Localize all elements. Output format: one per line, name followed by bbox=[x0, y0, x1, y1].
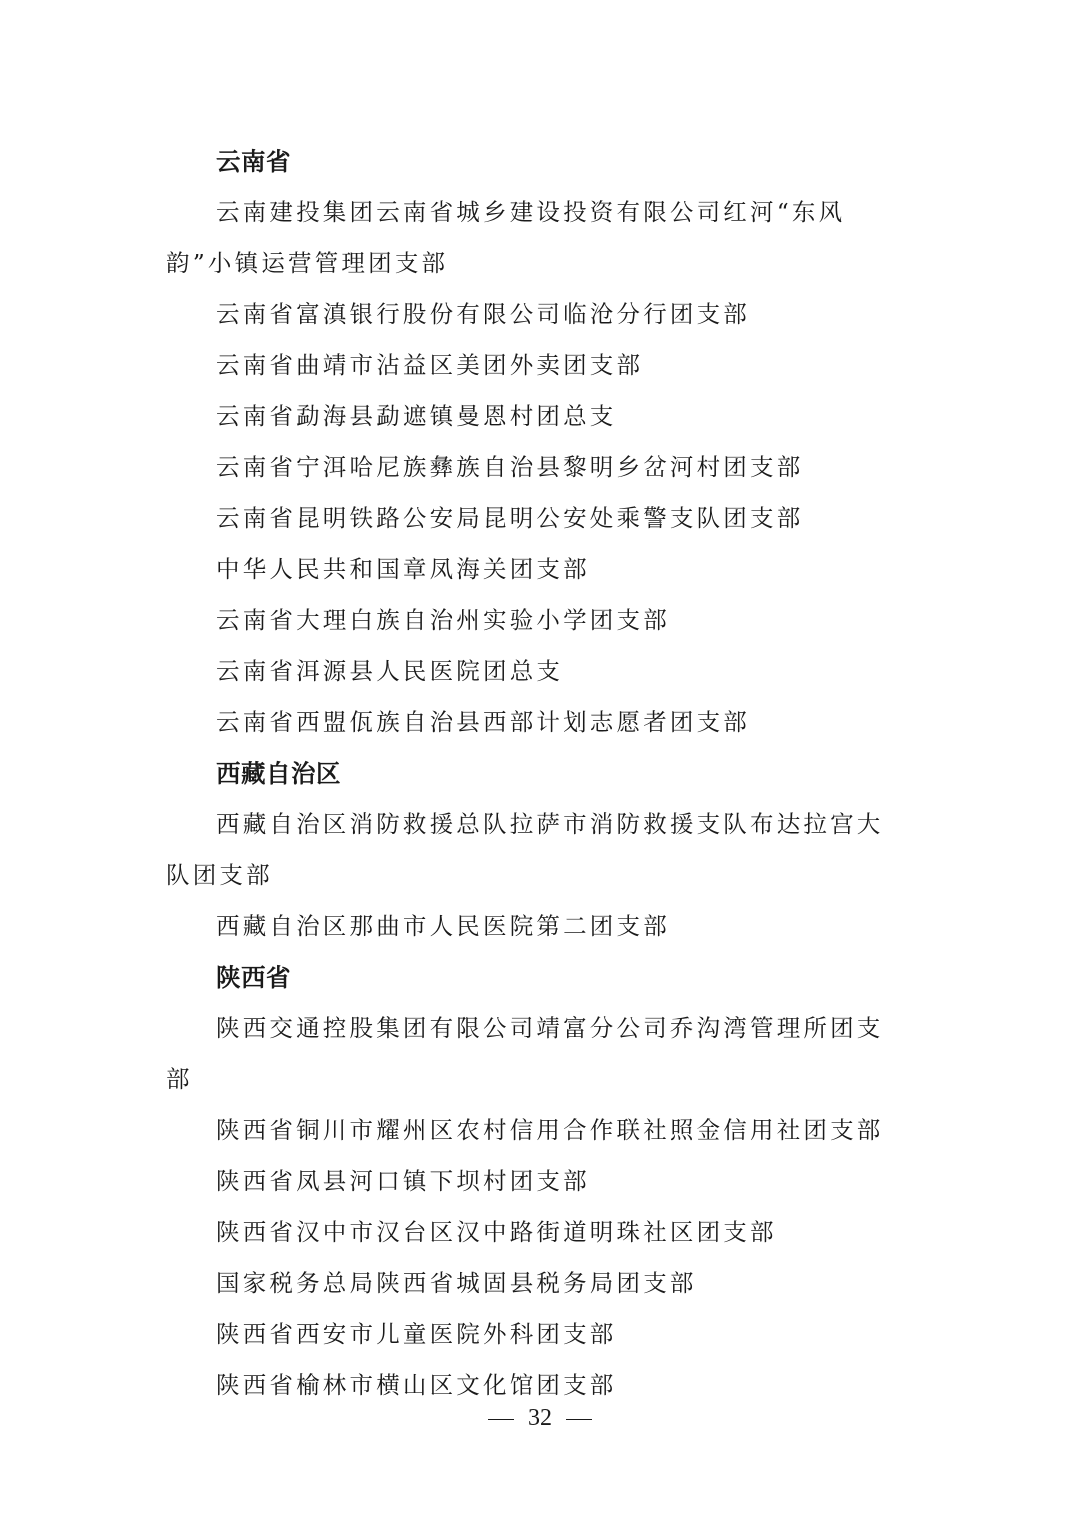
section-tibet bbox=[166, 748, 901, 952]
list-item: 云南建投集团云南省城乡建设投资有限公司红河“东风韵”小镇运营管理团支部 bbox=[166, 198, 846, 277]
list-item: 云南省西盟佤族自治县西部计划志愿者团支部 bbox=[216, 708, 750, 736]
list-item: 云南省曲靖市沾益区美团外卖团支部 bbox=[216, 351, 644, 379]
list-item: 陕西省榆林市横山区文化馆团支部 bbox=[216, 1371, 617, 1399]
list-item: 云南省富滇银行股份有限公司临沧分行团支部 bbox=[216, 300, 750, 328]
page-footer bbox=[0, 1398, 1080, 1438]
list-item: 云南省洱源县人民医院团总支 bbox=[216, 657, 564, 685]
list-item: 陕西省凤县河口镇下坝村团支部 bbox=[216, 1167, 590, 1195]
section-heading: 云南省 bbox=[216, 147, 291, 176]
list-item: 陕西省西安市儿童医院外科团支部 bbox=[216, 1320, 617, 1348]
list-item: 云南省大理白族自治州实验小学团支部 bbox=[216, 606, 670, 634]
list-item: 云南省昆明铁路公安局昆明公安处乘警支队团支部 bbox=[216, 504, 804, 532]
list-item: 陕西省汉中市汉台区汉中路街道明珠社区团支部 bbox=[216, 1218, 777, 1246]
section-heading: 西藏自治区 bbox=[216, 759, 341, 788]
footer-dash-left bbox=[488, 1419, 514, 1421]
list-item: 云南省勐海县勐遮镇曼恩村团总支 bbox=[216, 402, 617, 430]
list-item: 西藏自治区消防救援总队拉萨市消防救援支队布达拉宫大队团支部 bbox=[166, 810, 884, 889]
list-item: 陕西省铜川市耀州区农村信用合作联社照金信用社团支部 bbox=[216, 1116, 884, 1144]
list-item: 云南省宁洱哈尼族彝族自治县黎明乡岔河村团支部 bbox=[216, 453, 804, 481]
list-item: 国家税务总局陕西省城固县税务局团支部 bbox=[216, 1269, 697, 1297]
section-yunnan bbox=[166, 136, 901, 748]
page-content bbox=[166, 136, 901, 1411]
page-number: 32 bbox=[528, 1405, 552, 1431]
section-heading: 陕西省 bbox=[216, 963, 291, 992]
list-item: 西藏自治区那曲市人民医院第二团支部 bbox=[216, 912, 670, 940]
footer-dash-right bbox=[566, 1419, 592, 1421]
list-item: 陕西交通控股集团有限公司靖富分公司乔沟湾管理所团支部 bbox=[166, 1014, 884, 1093]
list-item: 中华人民共和国章凤海关团支部 bbox=[216, 555, 590, 583]
section-shaanxi bbox=[166, 952, 901, 1411]
